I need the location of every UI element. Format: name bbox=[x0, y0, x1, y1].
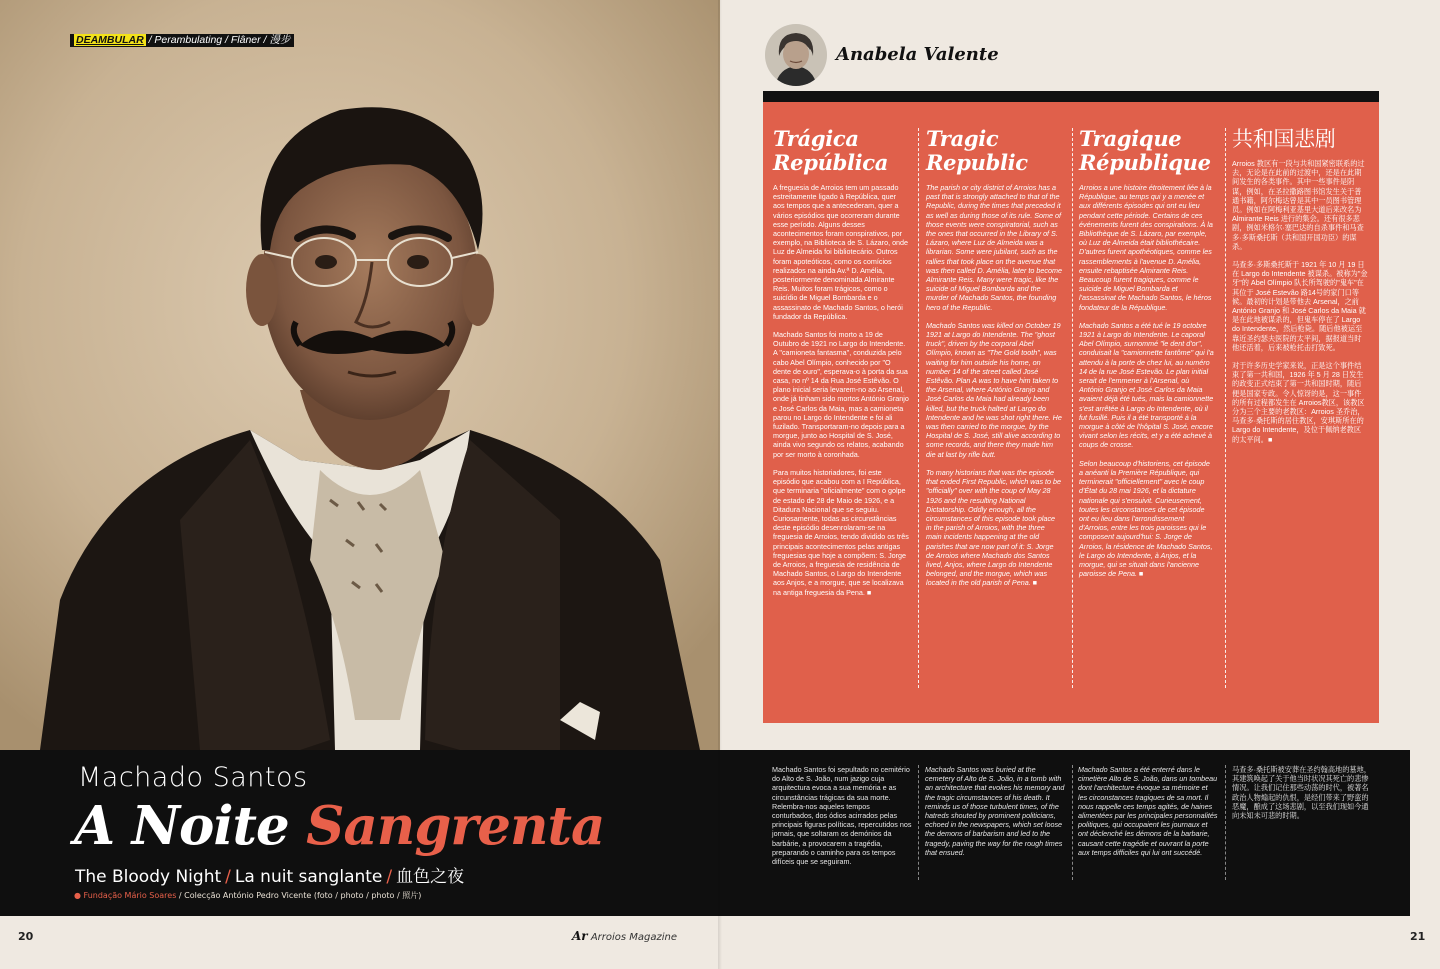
column-paragraph: 马查多·多斯桑托斯于 1921 年 10 月 19 日在 Largo do Intendente 被谋杀。被称为"金牙"的 Abel Olímpio 队长所驾驶的"鬼车"在其位于 José Estevão 路14号的家门口等候。最初的计划是带他去 Arsenal，之前 António Granjo 和 José Carlos da Maia 就是在此地被谋杀的，但鬼车停在了 Largo do Intendente，然后枪毙。随后他被运至靠近圣约瑟夫医院的太平间，据报道当时他还活着，后来被枪托击打致死。 bbox=[1232, 260, 1368, 352]
portrait-photo bbox=[0, 0, 720, 750]
magazine-footer bbox=[572, 929, 677, 943]
column-pt bbox=[773, 127, 909, 606]
author-avatar bbox=[765, 24, 827, 86]
column-paragraph: Machado Santos foi morto a 19 de Outubro de 1921 no Largo do Intendente. A "camioneta fantasma", conduzida pelo cabo Abel Olímpio, conhecido por "O dente de ouro", esperava-o à porta da sua casa, no nº 14 da Rua José Estêvão. O plano inicial seria levarem-no ao Arsenal, onde já tinham sido mortos António Granjo e José Carlos da Maia, mas a camioneta parou no Largo do Intendente e foi ali fuzilado. Transportaram-no depois para a morgue, junto ao Hospital de S. José, ainda vivo segundo os relatos, acabando por ser morto à coronhada. bbox=[773, 330, 909, 459]
article-title-part2: Sangrenta bbox=[306, 795, 605, 857]
column-heading-fr: Tragique République bbox=[1079, 126, 1211, 175]
lower-column-divider bbox=[918, 765, 919, 880]
subject-name: Machado Santos bbox=[78, 762, 308, 793]
magazine-logo: Ar bbox=[572, 929, 588, 943]
page-number-right: 21 bbox=[1410, 930, 1426, 943]
author-name: Anabela Valente bbox=[836, 44, 999, 65]
section-tag-translations: / Perambulating / Flâner / 漫步 bbox=[145, 34, 291, 46]
lower-column-divider bbox=[1072, 765, 1073, 880]
column-heading-en: Tragic Republic bbox=[926, 126, 1028, 175]
section-tag-highlight: DEAMBULAR bbox=[76, 34, 144, 46]
subtitle-en: The Bloody Night bbox=[75, 867, 222, 887]
article-subtitles bbox=[75, 862, 464, 887]
column-zh bbox=[1232, 127, 1368, 453]
lower-column-zh: 马查多·桑托斯被安葬在圣约翰高地的墓地，其建筑唤起了关于他当时状况其死亡的悲惨情况。让我们记住那些动荡的时代，被著名政治人物煽起的仇恨，是经们带来了野蛮的恶魔，酿成了这场悲剧，以至我们现如今通向未知未可悲的时期。 bbox=[1232, 765, 1371, 821]
column-paragraph: To many historians that was the episode that ended First Republic, which was to be "officially" over with the coup of May 28 1926 and the resulting National Dictatorship. Oddly enough, all the circumstances of this episode took place in the parish of Arroios, with the three main incidents happening at the old parishes that are now part of it: S. Jorge de Arroios where Machado dos Santos lived, Anjos, where Largo do Intendente belonged, and the morgue, which was located in the old parish of Pena. ■ bbox=[926, 467, 1062, 588]
page-number-left: 20 bbox=[18, 930, 34, 943]
article-title bbox=[74, 795, 604, 857]
magazine-name: Arroios Magazine bbox=[590, 932, 678, 943]
column-heading-pt: Trágica República bbox=[773, 126, 889, 175]
column-paragraph: Machado Santos a été tué le 19 octobre 1921 à Largo do Intendente. Le caporal Abel Olímpio, surnommé "le dent d'or", conduisait la "camionnette fantôme" qui l'a attendu à la porte de chez lui, au numéro 14 de la rue José Estevão. Le plan initial serait de l'emmener à l'Arsenal, où António Granjo et José Carlos da Maia avaient déjà été tués, mais la camionnette s'est arrêtée à Largo do Intendente, où il fut fusillé. Puis il a été transporté à la morgue à côté de l'hôpital S. José, encore vivant selon les récits, et y a été achevé à coups de crosse. bbox=[1079, 320, 1214, 450]
lower-column-en: Machado Santos was buried at the cemetery of Alto de S. João, in a tomb with an architecture that evokes his memory and the tragic circumstances of his death. It reminds us of those turbulent times, of the hatreds shouted by prominent politicians, echoed in the newspapers, which set loose the demons of barbarism and led to the tragedy, paving the way for the rough times that ensued. bbox=[925, 765, 1065, 857]
subtitle-fr: La nuit sanglante bbox=[234, 867, 383, 887]
article-title-part1: A Noite bbox=[74, 795, 289, 857]
column-paragraph: Arroios 教区有一段与共和国紧密联系的过去，无论是在此前的过渡中，还是在此期间发生的各类事件。其中一些事件是阴谋，例如，在圣拉撒路图书馆发生关于普通书籍，阿尔梅达曾是其中一员图书管理员。例如在阿梅利亚基里大道后来改名为 Almirante Reis 进行的集会。还有很多悲剧，例如米格尔·塞巴达的自杀事件和马查多·多斯桑托斯（共和国开国功臣）的谋杀。 bbox=[1232, 159, 1365, 251]
subtitle-zh: 血色之夜 bbox=[396, 867, 465, 887]
column-divider bbox=[1225, 128, 1226, 688]
column-paragraph: 对于许多历史学家来说，正是这个事件结束了第一共和国，1926 年 5 月 28 日发生的政变正式结束了第一共和国时期，随后便是国家专政。令人惊讶的是，这一事件的所有过程都发生在 Arroios教区，该教区分为三个主要的老教区：Arroios 圣乔治，马查多·桑托斯的居住教区，安琪斯所在的 Largo do Intendente，及位于佩纳老教区的太平间。■ bbox=[1232, 361, 1365, 444]
column-divider bbox=[1072, 128, 1073, 688]
column-paragraph: A freguesia de Arroios tem um passado estreitamente ligado à República, quer aos tempos que a antecederam, quer a vários episódios que ocorreram durante esse período. Alguns desses acontecimentos foram conspirativos, por exemplo, na Biblioteca de S. Lázaro, onde Luz de Almeida foi bibliotecário. Outros foram apoteóticos, como os comícios realizados na ainda Av.ª D. Amélia, posteriormente denominada Almirante Reis. Muitos foram trágicos, como o suicídio de Miguel Bombarda e o assassinato de Machado Santos, o herói fundador da República. bbox=[773, 183, 909, 321]
photo-credit-org: Fundação Mário Soares bbox=[83, 891, 177, 900]
photo-credit-text: / Colecção António Pedro Vicente (foto / photo / photo / 照片) bbox=[176, 891, 422, 900]
portrait-illustration bbox=[0, 0, 720, 750]
lower-column-fr: Machado Santos a été enterré dans le cimetière Alto de S. João, dans un tombeau dont l'architecture évoque sa mémoire et les circonstances tragiques de sa mort. Il nous rappelle ces temps agités, de haines alimentées par les principales personnalités politiques, qui occupaient les journaux et ont déclenché les démons de la barbarie, causant cette tragédie et ouvrant la porte aux temps difficiles qui lui ont succédé. bbox=[1078, 765, 1218, 857]
column-en bbox=[926, 127, 1062, 597]
section-tag bbox=[70, 34, 294, 47]
subtitle-separator: / bbox=[225, 867, 231, 887]
subtitle-separator: / bbox=[386, 867, 393, 887]
column-paragraph: Machado Santos was killed on October 19 1921 at Largo do Intendente. The "ghost truck", driven by the corporal Abel Olímpio, known as "The Gold tooth", was waiting for him outside his home, on number 14 of the street called José Estêvão. Plan A was to have him taken to the Arsenal, where António Granjo and José Carlos da Maia had already been killed, but the truck halted at Largo do Intendente and he was shot right there. He was then carried to the morgue, by the Hospital de S. José, still alive according to some records, and there they made him die at last by rifle butt. bbox=[926, 320, 1062, 459]
column-divider bbox=[918, 128, 919, 688]
column-paragraph: Selon beaucoup d'historiens, cet épisode a anéanti la Première République, qui terminerait "officiellement" avec le coup d'État du 28 mai 1926, et la dictature nationale qui s'ensuivit. Curieusement, toutes les circonstances de cet épisode ont eu lieu dans l'arrondissement d'Arroios, entre les trois paroisses qui le composent aujourd'hui: S. Jorge de Arroios, la résidence de Machado Santos, le Largo do Intendente, à Anjos, et la morgue, qui se situait dans l'ancienne paroisse de Pena. ■ bbox=[1079, 458, 1213, 579]
lower-column-pt: Machado Santos foi sepultado no cemitério do Alto de S. João, num jazigo cuja arquitectura evoca a sua memória e as circunstâncias trágicas da sua morte. Relembra-nos aqueles tempos conturbados, dos ódios acirrados pelas principais figuras políticas, repercutidos nos jornais, que soltaram os demónios da barbárie, a provocarem a tragédia, preparando o caminho para os tempos difíceis que se seguiram. bbox=[772, 765, 912, 867]
column-paragraph: The parish or city district of Arroios has a past that is strongly attached to that of the Republic, during the times that preceded it as well as during those of its rule. Some of those events were conspiratorial, such as the ones that occurred in the Library of S. Lázaro, where Luz de Almeida was a librarian. Some were jubilant, such as the rallies that took place on the avenue that was then called D. Amélia, later to become Almirante Reis. Many were tragic, like the suicide of Miguel Bombarda and the murder of Machado Santos, the founding hero of the Republic. bbox=[926, 183, 1062, 312]
column-paragraph: Arroios a une histoire étroitement liée à la République, au temps qui y a menée et aux différents épisodes qui ont eu lieu pendant cette période. Certains de ces événements furent des conspirations. À la Bibliothèque de S. Lázaro, par exemple, où Luz de Almeida était bibliothécaire. D'autres furent apothéotiques, comme les rassemblements à l'avenue D. Amélia, ensuite rebaptisée Almirante Reis. Beaucoup furent tragiques, comme le suicide de Miguel Bombarda et l'assassinat de Machado Santos, le héros fondateur de la République. bbox=[1079, 183, 1213, 312]
column-paragraph: Para muitos historiadores, foi este episódio que acabou com a I República, que terminaria "oficialmente" com o golpe de estado de 28 de Maio de 1926, e a Ditadura Nacional que se seguiu. Curiosamente, todas as circunstâncias deste episódio desenrolaram-se na freguesia de Arroios, tendo dividido os três principais acontecimentos pelas antigas freguesias que hoje a compõem: S. Jorge de Arroios, a freguesia de residência de Machado Santos, o Largo do Intendente aos Anjos, e a morgue, que se localizava na antiga freguesia da Pena. ■ bbox=[773, 467, 909, 597]
lower-column-divider bbox=[1225, 765, 1226, 880]
column-heading-zh: 共和国悲剧 bbox=[1232, 127, 1336, 151]
top-rule bbox=[763, 91, 1379, 102]
copyright-icon: ● bbox=[74, 891, 81, 900]
column-fr bbox=[1079, 127, 1215, 587]
photo-credit bbox=[74, 890, 421, 901]
